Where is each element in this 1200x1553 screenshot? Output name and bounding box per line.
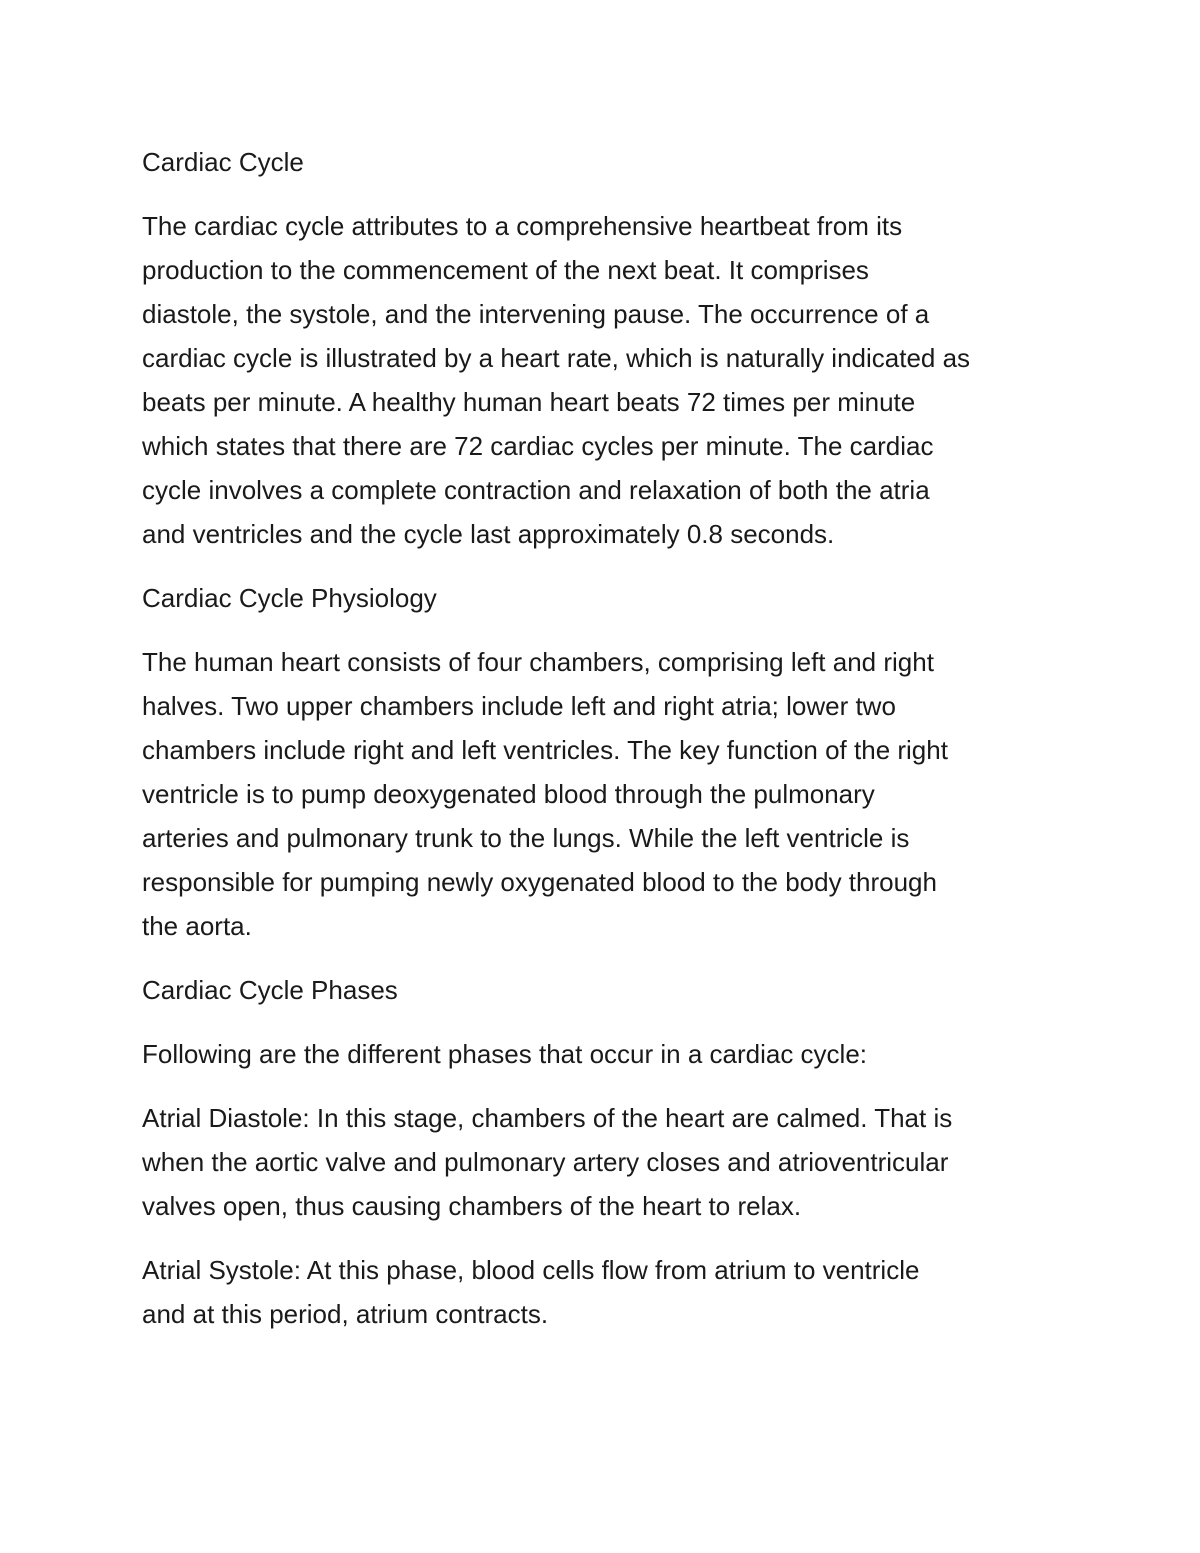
paragraph-line: beats per minute. A healthy human heart beats 72 times per minute — [142, 387, 916, 417]
paragraph-line: and ventricles and the cycle last approximately 0.8 seconds. — [142, 519, 835, 549]
paragraph-line: Atrial Diastole: In this stage, chambers of the heart are calmed. That is — [142, 1103, 953, 1133]
paragraph-cardiac-cycle — [142, 204, 1072, 556]
paragraph-line: when the aortic valve and pulmonary artery closes and atrioventricular — [142, 1147, 949, 1177]
paragraph-atrial-diastole — [142, 1096, 1072, 1228]
paragraph-line: cycle involves a complete contraction and relaxation of both the atria — [142, 475, 930, 505]
paragraph-line: arteries and pulmonary trunk to the lungs. While the left ventricle is — [142, 823, 910, 853]
paragraph-line: The cardiac cycle attributes to a comprehensive heartbeat from its — [142, 211, 903, 241]
section-heading-cardiac-cycle-phases — [142, 968, 1072, 1012]
heading-text: Cardiac Cycle Physiology — [142, 583, 437, 613]
paragraph-line: the aorta. — [142, 911, 252, 941]
paragraph-line: ventricle is to pump deoxygenated blood through the pulmonary — [142, 779, 875, 809]
paragraph-cardiac-cycle-physiology — [142, 640, 1072, 948]
paragraph-line: which states that there are 72 cardiac cycles per minute. The cardiac — [142, 431, 934, 461]
paragraph-line: production to the commencement of the next beat. It comprises — [142, 255, 869, 285]
paragraph-line: cardiac cycle is illustrated by a heart rate, which is naturally indicated as — [142, 343, 971, 373]
paragraph-line: Atrial Systole: At this phase, blood cells flow from atrium to ventricle — [142, 1255, 920, 1285]
paragraph-phases-intro — [142, 1032, 1072, 1076]
heading-text: Cardiac Cycle — [142, 147, 304, 177]
paragraph-line: and at this period, atrium contracts. — [142, 1299, 549, 1329]
paragraph-line: valves open, thus causing chambers of the heart to relax. — [142, 1191, 802, 1221]
paragraph-line: Following are the different phases that occur in a cardiac cycle: — [142, 1039, 868, 1069]
paragraph-line: The human heart consists of four chambers, comprising left and right — [142, 647, 934, 677]
paragraph-line: responsible for pumping newly oxygenated blood to the body through — [142, 867, 937, 897]
paragraph-line: chambers include right and left ventricles. The key function of the right — [142, 735, 948, 765]
heading-text: Cardiac Cycle Phases — [142, 975, 398, 1005]
paragraph-line: diastole, the systole, and the intervening pause. The occurrence of a — [142, 299, 930, 329]
section-heading-cardiac-cycle — [142, 140, 1072, 184]
document-body — [142, 140, 1072, 1356]
paragraph-line: halves. Two upper chambers include left and right atria; lower two — [142, 691, 896, 721]
paragraph-atrial-systole — [142, 1248, 1072, 1336]
section-heading-cardiac-cycle-physiology — [142, 576, 1072, 620]
